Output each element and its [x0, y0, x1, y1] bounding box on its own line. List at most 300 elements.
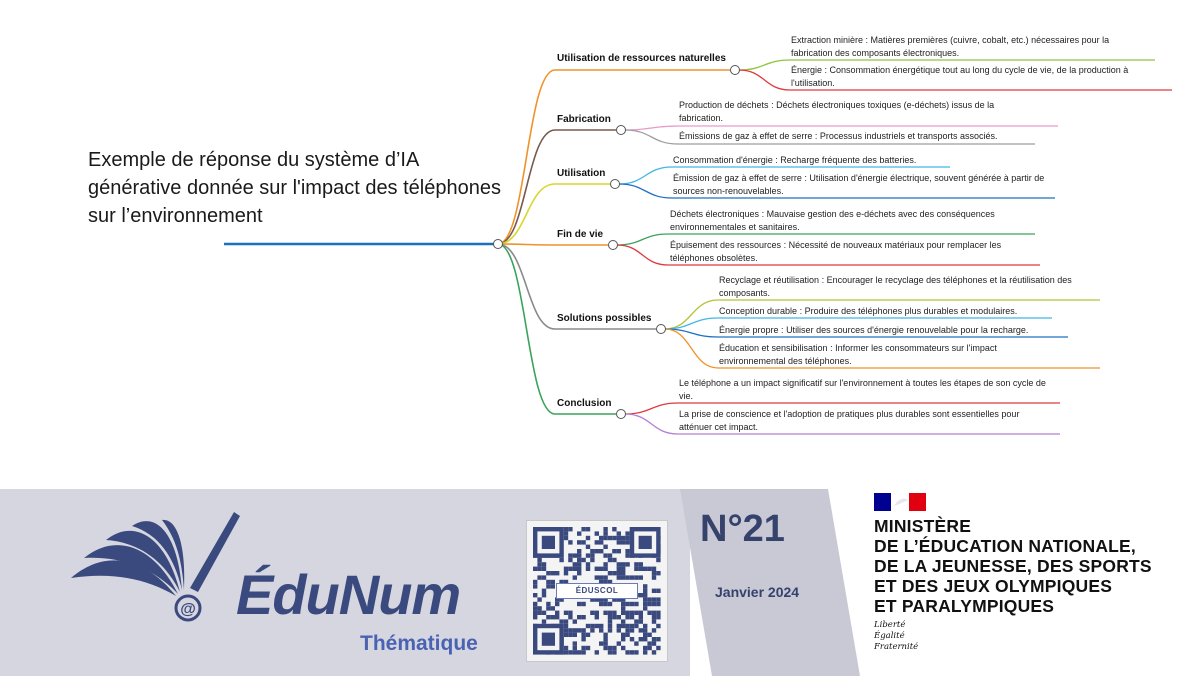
qr-module	[595, 615, 599, 619]
qr-module	[643, 602, 647, 606]
qr-module	[577, 628, 581, 632]
qr-module	[621, 611, 625, 615]
ministry-line: DE LA JEUNESSE, DES SPORTS	[874, 556, 1152, 576]
qr-module	[586, 567, 590, 571]
qr-module	[586, 545, 590, 549]
qr-module	[595, 531, 599, 535]
qr-module	[634, 562, 638, 566]
leaf-node: Éducation et sensibilisation : Informer les consommateurs sur l'impact environnemental des téléphones.	[719, 343, 997, 366]
qr-module	[590, 628, 594, 632]
qr-module	[621, 619, 625, 623]
leaf-label: Épuisement des ressources	[670, 240, 782, 250]
qr-module	[608, 628, 612, 632]
qr-module	[612, 536, 616, 540]
qr-module	[639, 562, 643, 566]
qr-module	[652, 567, 656, 571]
qr-module	[573, 575, 577, 579]
leaf-label: Énergie propre	[719, 325, 779, 335]
leaf-text: Encourager le recyclage des téléphones et la réutilisation des composants.	[719, 275, 1072, 298]
qr-module	[639, 611, 643, 615]
qr-module	[639, 615, 643, 619]
qr-module	[617, 540, 621, 544]
leaf-text: Nécessité de nouveaux matériaux pour remplacer les téléphones obsolètes.	[670, 240, 1002, 263]
qr-module	[581, 602, 585, 606]
qr-module	[608, 571, 612, 575]
qr-module	[564, 628, 568, 632]
qr-module	[612, 571, 616, 575]
motto-line: Fraternité	[874, 642, 919, 652]
qr-module	[630, 615, 634, 619]
qr-module	[625, 650, 629, 654]
qr-module	[621, 602, 625, 606]
qr-module	[586, 562, 590, 566]
qr-module	[595, 575, 599, 579]
qr-module	[577, 553, 581, 557]
qr-module	[551, 615, 555, 619]
branch-label: Fin de vie	[557, 229, 604, 240]
branch-connector	[498, 244, 555, 245]
qr-module	[577, 567, 581, 571]
leaf-label: Consommation d'énergie	[673, 155, 773, 165]
qr-module	[537, 597, 541, 601]
qr-module	[577, 650, 581, 654]
qr-module	[647, 602, 651, 606]
qr-module	[634, 611, 638, 615]
qr-module	[617, 575, 621, 579]
qr-module	[581, 615, 585, 619]
qr-module	[586, 527, 590, 531]
qr-module	[546, 584, 550, 588]
qr-module	[643, 584, 647, 588]
qr-module	[573, 633, 577, 637]
leaf-label: Production de déchets	[679, 100, 769, 110]
qr-module	[542, 611, 546, 615]
leaf-node: Déchets électroniques : Mauvaise gestion des e-déchets avec des conséquences environnementales et sanitaires.	[670, 209, 995, 232]
qr-module	[595, 611, 599, 615]
qr-module	[625, 540, 629, 544]
qr-module	[564, 650, 568, 654]
brand-subtitle: Thématique	[360, 632, 478, 655]
qr-module	[639, 619, 643, 623]
branch-label: Solutions possibles	[557, 313, 652, 324]
qr-module	[630, 624, 634, 628]
leaf-text: Informer les consommateurs sur l'impact environnemental des téléphones.	[719, 343, 997, 366]
qr-module	[643, 593, 647, 597]
leaf-node: Recyclage et réutilisation : Encourager le recyclage des téléphones et la réutilisation des composants.	[719, 275, 1072, 298]
qr-module	[621, 567, 625, 571]
branch-toggle-icon[interactable]	[611, 180, 620, 189]
qr-module	[643, 567, 647, 571]
qr-module	[542, 593, 546, 597]
qr-module	[559, 558, 563, 562]
leaf-node	[679, 408, 1054, 433]
qr-module	[639, 567, 643, 571]
branch-toggle-icon[interactable]	[657, 325, 666, 334]
french-flag-icon	[874, 493, 926, 511]
leaf-label: Émission de gaz à effet de serre	[673, 173, 802, 183]
qr-module	[564, 567, 568, 571]
qr-module	[608, 624, 612, 628]
qr-module	[634, 650, 638, 654]
qr-module	[546, 602, 550, 606]
qr-module	[599, 624, 603, 628]
qr-module	[555, 571, 559, 575]
qr-module	[537, 611, 541, 615]
qr-module	[656, 615, 660, 619]
issue-date: Janvier 2024	[715, 584, 800, 600]
qr-module	[573, 650, 577, 654]
qr-module	[639, 593, 643, 597]
qr-module	[603, 611, 607, 615]
branch-toggle-icon[interactable]	[617, 126, 626, 135]
qr-module	[625, 536, 629, 540]
qr-module	[542, 567, 546, 571]
qr-module	[647, 611, 651, 615]
qr-module	[603, 567, 607, 571]
qr-module	[621, 536, 625, 540]
qr-module	[581, 637, 585, 641]
qr-module	[652, 597, 656, 601]
qr-module	[542, 575, 546, 579]
qr-module	[621, 540, 625, 544]
qr-module	[599, 567, 603, 571]
qr-module	[625, 615, 629, 619]
qr-module	[608, 602, 612, 606]
qr-module	[546, 615, 550, 619]
qr-module	[577, 549, 581, 553]
qr-module	[577, 571, 581, 575]
qr-module	[656, 624, 660, 628]
qr-module	[608, 536, 612, 540]
leaf-node: Émission de gaz à effet de serre : Utilisation d'énergie électrique, souvent générée à partir de sources non-renouvelables.	[673, 173, 1045, 196]
qr-module	[555, 615, 559, 619]
leaf-text: Processus industriels et transports associés.	[819, 131, 998, 141]
qr-module	[551, 606, 555, 610]
qr-module	[559, 619, 563, 623]
qr-module	[652, 650, 656, 654]
branch-toggle-icon[interactable]	[609, 241, 618, 250]
leaf-label: Déchets électroniques	[670, 209, 760, 219]
qr-module	[577, 615, 581, 619]
qr-module	[625, 611, 629, 615]
leaf-text: Utiliser des sources d'énergie renouvelable pour la recharge.	[786, 325, 1029, 335]
qr-module	[573, 628, 577, 632]
qr-module	[612, 611, 616, 615]
qr-module	[656, 571, 660, 575]
qr-module	[542, 619, 546, 623]
qr-module	[608, 615, 612, 619]
qr-module	[643, 650, 647, 654]
qr-module	[581, 527, 585, 531]
qr-module	[533, 615, 537, 619]
branch-label: Conclusion	[557, 398, 612, 409]
qr-module	[652, 611, 656, 615]
motto-line: Liberté	[874, 620, 906, 630]
qr-module	[621, 575, 625, 579]
qr-module	[546, 606, 550, 610]
qr-module	[643, 633, 647, 637]
qr-module	[617, 624, 621, 628]
leaf-node: Conception durable : Produire des téléphones plus durables et modulaires.	[719, 306, 1018, 316]
qr-module	[617, 571, 621, 575]
leaf-text: Consommation énergétique tout au long du cycle de vie, de la production à l'utilisation.	[791, 65, 1129, 88]
leaf-label: Éducation et sensibilisation	[719, 343, 828, 353]
qr-module	[652, 628, 656, 632]
qr-module	[537, 558, 541, 562]
qr-module	[555, 602, 559, 606]
qr-module	[568, 553, 572, 557]
qr-module	[533, 606, 537, 610]
qr-module	[546, 571, 550, 575]
qr-module	[590, 553, 594, 557]
qr-module	[595, 540, 599, 544]
qr-module	[581, 633, 585, 637]
qr-module	[634, 567, 638, 571]
branch-label: Utilisation	[557, 168, 606, 179]
qr-module	[656, 611, 660, 615]
qr-module	[656, 597, 660, 601]
qr-module	[617, 567, 621, 571]
qr-module	[546, 580, 550, 584]
qr-module	[537, 606, 541, 610]
qr-module	[564, 611, 568, 615]
qr-module	[643, 646, 647, 650]
branch-connector	[498, 244, 555, 329]
qr-module	[537, 575, 541, 579]
branch-label: Fabrication	[557, 114, 611, 125]
qr-module	[643, 628, 647, 632]
qr-module	[612, 646, 616, 650]
qr-module	[630, 650, 634, 654]
qr-module	[656, 589, 660, 593]
qr-module	[599, 641, 603, 645]
qr-module	[581, 646, 585, 650]
qr-module	[625, 553, 629, 557]
leaf-label: Émissions de gaz à effet de serre	[679, 131, 813, 141]
qr-module	[603, 646, 607, 650]
qr-module	[643, 606, 647, 610]
qr-badge: ÉDUSCOL	[556, 583, 638, 599]
qr-module	[634, 575, 638, 579]
svg-text:@: @	[180, 601, 196, 618]
qr-module	[647, 567, 651, 571]
qr-module	[652, 619, 656, 623]
qr-module	[617, 615, 621, 619]
qr-module	[542, 633, 555, 646]
qr-module	[603, 575, 607, 579]
qr-module	[533, 602, 537, 606]
qr-module	[612, 549, 616, 553]
qr-module	[634, 641, 638, 645]
qr-module	[564, 536, 568, 540]
qr-module	[568, 628, 572, 632]
qr-module	[599, 575, 603, 579]
qr-module	[555, 611, 559, 615]
qr-module	[568, 540, 572, 544]
leaf-label: Recyclage et réutilisation	[719, 275, 820, 285]
ministry-line: ET DES JEUX OLYMPIQUES	[874, 576, 1113, 596]
qr-module	[634, 619, 638, 623]
qr-module	[612, 650, 616, 654]
qr-module	[621, 562, 625, 566]
leaf-text: Matières premières (cuivre, cobalt, etc.) nécessaires pour la fabrication des composants électroniques.	[791, 35, 1110, 58]
qr-module	[581, 540, 585, 544]
qr-module	[630, 628, 634, 632]
qr-module	[617, 641, 621, 645]
qr-module	[603, 545, 607, 549]
qr-module	[551, 571, 555, 575]
book-logo-icon	[66, 508, 246, 628]
qr-module	[612, 527, 616, 531]
qr-module	[608, 646, 612, 650]
qr-module	[621, 646, 625, 650]
qr-module	[595, 624, 599, 628]
qr-module	[639, 637, 643, 641]
qr-module	[621, 606, 625, 610]
qr-module	[595, 549, 599, 553]
qr-module	[599, 549, 603, 553]
qr-module	[533, 584, 537, 588]
qr-module	[625, 549, 629, 553]
leaf-label: Énergie	[791, 65, 823, 75]
qr-module	[564, 571, 568, 575]
qr-module	[617, 531, 621, 535]
qr-module	[630, 575, 634, 579]
qr-module	[573, 646, 577, 650]
qr-module	[625, 575, 629, 579]
qr-module	[643, 637, 647, 641]
qr-module	[568, 611, 572, 615]
qr-module	[643, 597, 647, 601]
qr-module	[564, 646, 568, 650]
qr-module	[630, 602, 634, 606]
qr-module	[617, 536, 621, 540]
leaf-text: Utilisation d'énergie électrique, souvent générée à partir de sources non-renouvelables.	[673, 173, 1045, 196]
qr-module	[625, 562, 629, 566]
branch-label: Utilisation de ressources naturelles	[557, 53, 726, 64]
leaf-node	[679, 377, 1054, 402]
qr-module	[634, 602, 638, 606]
leaf-node: Production de déchets : Déchets électroniques toxiques (e-déchets) issus de la fabrication.	[679, 100, 995, 123]
qr-module	[612, 615, 616, 619]
leaf-node: Émissions de gaz à effet de serre : Processus industriels et transports associés.	[679, 131, 998, 141]
qr-module	[590, 624, 594, 628]
qr-module	[656, 558, 660, 562]
qr-module	[568, 567, 572, 571]
qr-module	[542, 536, 555, 549]
qr-module	[612, 558, 616, 562]
qr-module	[542, 589, 546, 593]
root-toggle-icon[interactable]	[494, 240, 503, 249]
qr-module	[656, 602, 660, 606]
qr-module	[656, 637, 660, 641]
qr-module	[643, 624, 647, 628]
qr-module	[533, 580, 537, 584]
qr-module	[581, 650, 585, 654]
qr-module	[630, 611, 634, 615]
qr-module	[617, 628, 621, 632]
leaf-label: Conception durable	[719, 306, 798, 316]
leaf-text: Le téléphone a un impact significatif sur l'environnement à toutes les étapes de son cycle de vie.	[679, 378, 1046, 401]
qr-module	[595, 567, 599, 571]
qr-module	[652, 641, 656, 645]
qr-module	[603, 562, 607, 566]
qr-module	[577, 562, 581, 566]
qr-module	[573, 562, 577, 566]
qr-module	[621, 571, 625, 575]
motto-line: Égalité	[874, 631, 905, 641]
brand-name: ÉduNum	[236, 563, 461, 626]
qr-module	[551, 580, 555, 584]
qr-module	[568, 527, 572, 531]
qr-module	[564, 531, 568, 535]
ministry-line: MINISTÈRE	[874, 516, 972, 536]
qr-module	[568, 615, 572, 619]
qr-module	[625, 624, 629, 628]
qr-module	[603, 641, 607, 645]
leaf-text: Produire des téléphones plus durables et modulaires.	[804, 306, 1018, 316]
qr-module	[647, 641, 651, 645]
leaf-text: Déchets électroniques toxiques (e-déchets) issus de la fabrication.	[679, 100, 995, 123]
qr-module	[581, 628, 585, 632]
qr-module	[608, 611, 612, 615]
qr-module	[581, 558, 585, 562]
qr-module	[621, 633, 625, 637]
leaf-text: Mauvaise gestion des e-déchets avec des conséquences environnementales et sanitaires.	[670, 209, 995, 232]
leaf-node: Énergie : Consommation énergétique tout au long du cycle de vie, de la production à l'utilisation.	[791, 65, 1129, 88]
issue-number: N°21	[700, 508, 785, 550]
qr-module	[603, 553, 607, 557]
qr-module	[586, 553, 590, 557]
qr-module	[639, 575, 643, 579]
qr-module	[608, 650, 612, 654]
qr-module	[634, 624, 638, 628]
qr-module	[537, 562, 541, 566]
qr-module	[639, 536, 652, 549]
qr-module	[652, 589, 656, 593]
qr-module	[603, 531, 607, 535]
qr-module	[603, 637, 607, 641]
qr-module	[533, 593, 537, 597]
republic-motto	[874, 620, 918, 653]
qr-module	[630, 637, 634, 641]
qr-module	[625, 633, 629, 637]
qr-module	[652, 615, 656, 619]
qr-module	[647, 646, 651, 650]
ministry-line: ET PARALYMPIQUES	[874, 596, 1055, 616]
qr-module	[652, 602, 656, 606]
branch-toggle-icon[interactable]	[731, 66, 740, 75]
qr-module	[625, 602, 629, 606]
qr-module	[564, 619, 568, 623]
qr-module	[617, 549, 621, 553]
qr-module	[647, 597, 651, 601]
qr-module	[537, 567, 541, 571]
qr-module	[573, 619, 577, 623]
leaf-node: Énergie propre : Utiliser des sources d'énergie renouvelable pour la recharge.	[719, 325, 1029, 335]
qr-module	[599, 628, 603, 632]
qr-module	[577, 540, 581, 544]
qr-module	[595, 650, 599, 654]
qr-module	[625, 531, 629, 535]
qr-module	[568, 633, 572, 637]
qr-module	[551, 584, 555, 588]
qr-module	[568, 650, 572, 654]
qr-module	[652, 637, 656, 641]
qr-module	[590, 558, 594, 562]
branch-toggle-icon[interactable]	[617, 410, 626, 419]
qr-module	[586, 633, 590, 637]
